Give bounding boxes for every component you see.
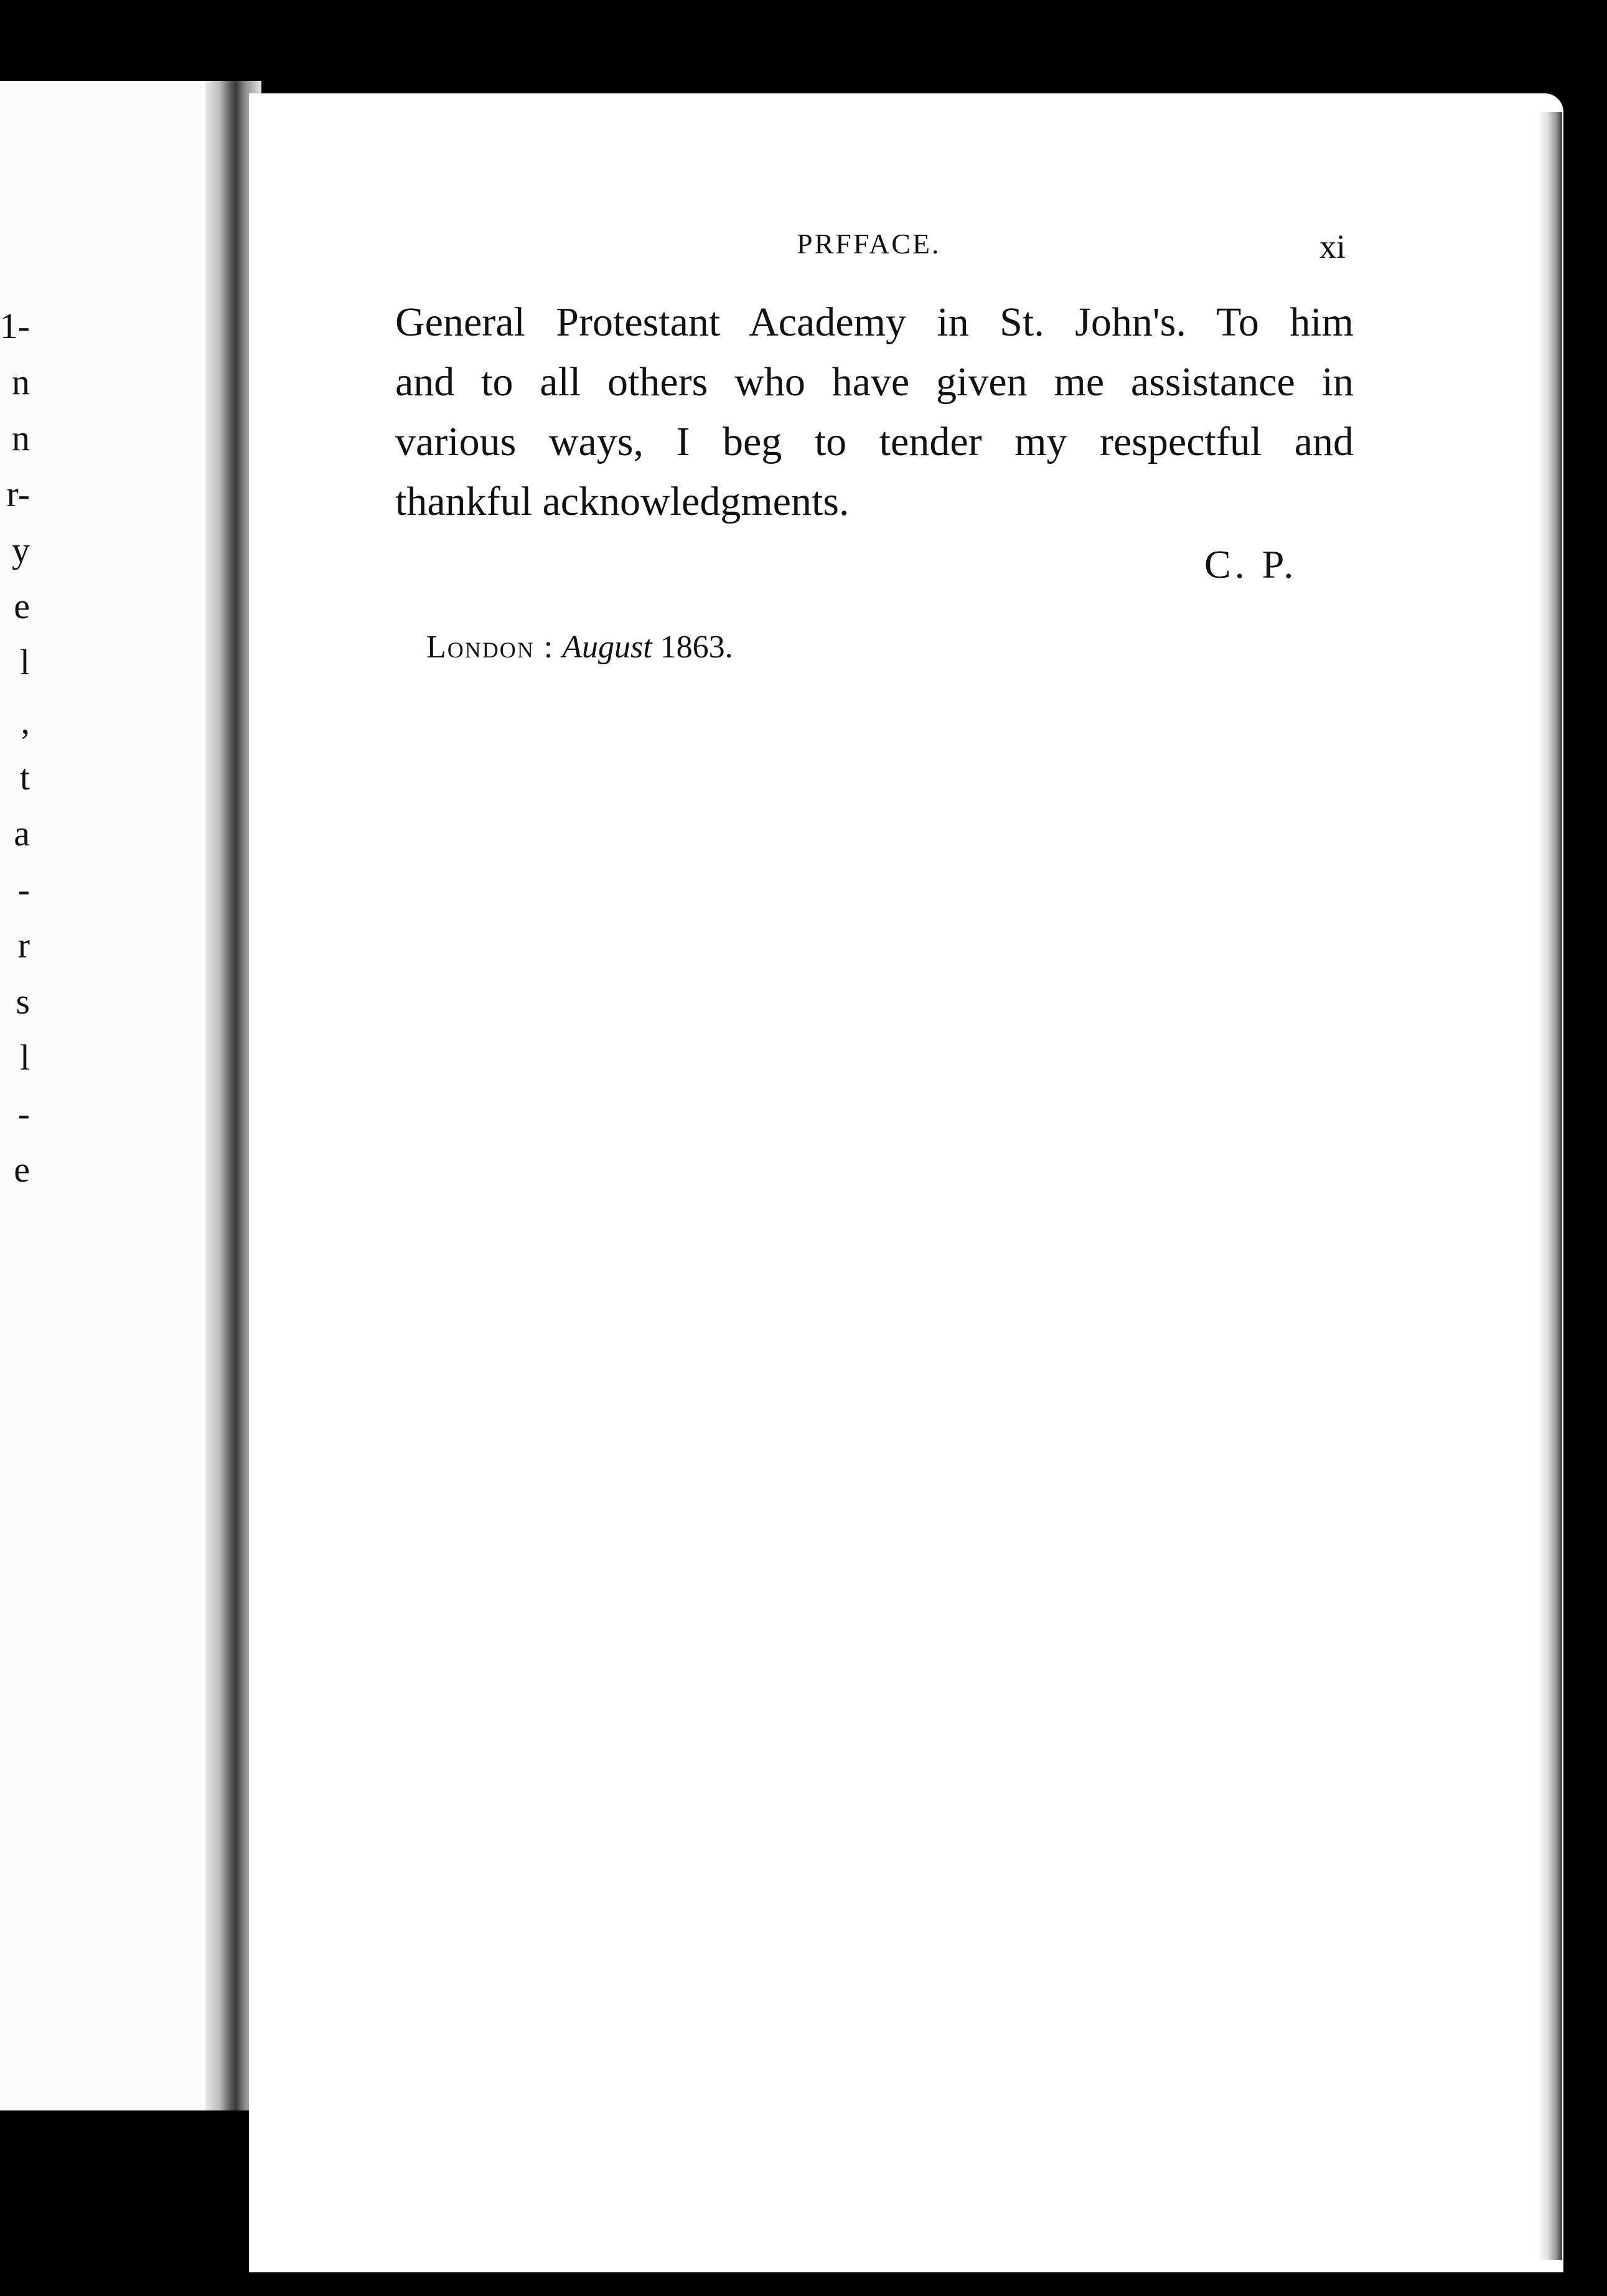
dateline-year: 1863. <box>660 629 733 665</box>
dateline <box>426 629 733 666</box>
left-fragment: 1- <box>0 306 30 346</box>
page-edge-shadow <box>1537 112 1562 2260</box>
left-fragment: n <box>12 418 30 458</box>
left-fragment: y <box>12 530 30 570</box>
left-fragment: a <box>14 813 30 854</box>
text-line: and to all others who have given me assistance in <box>395 359 1354 405</box>
left-fragment: t <box>19 757 30 797</box>
left-fragment: , <box>21 701 30 741</box>
author-initials: C. P. <box>1204 542 1298 586</box>
text-line: thankful acknowledgments. <box>395 479 850 524</box>
left-fragment: l <box>19 642 30 682</box>
dateline-month: August <box>562 629 652 665</box>
left-fragment: r- <box>6 474 30 514</box>
left-fragment: e <box>14 586 30 626</box>
left-fragment: l <box>19 1037 30 1078</box>
page-number: xi <box>1319 228 1346 265</box>
text-line: General Protestant Academy in St. John's. To him <box>395 299 1354 345</box>
running-head: PRFFACE. <box>797 228 941 260</box>
left-fragment: n <box>12 362 30 402</box>
left-fragment: e <box>14 1149 30 1190</box>
text-line: various ways, I beg to tender my respectful and <box>395 419 1354 464</box>
body-paragraph <box>395 293 1354 532</box>
left-fragment: r <box>17 925 30 966</box>
left-fragment: s <box>16 981 30 1022</box>
left-page-text-fragments <box>0 81 37 2110</box>
left-fragment: - <box>17 1093 30 1134</box>
dateline-place: London : <box>426 629 555 665</box>
left-fragment: - <box>17 869 30 910</box>
left-page <box>0 81 232 2110</box>
